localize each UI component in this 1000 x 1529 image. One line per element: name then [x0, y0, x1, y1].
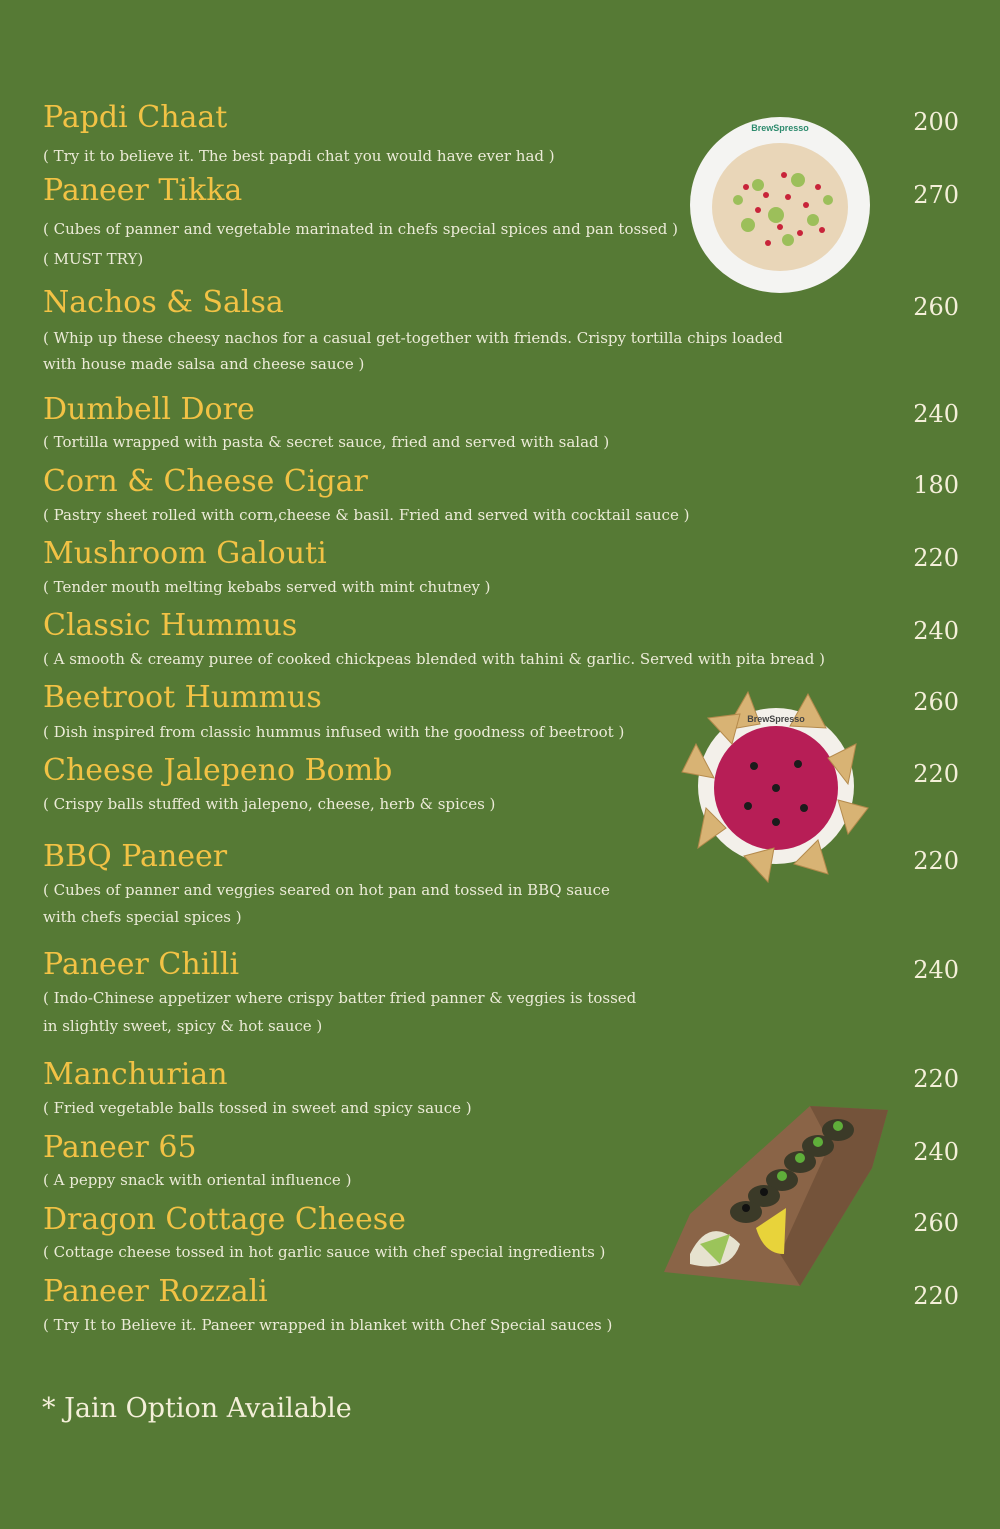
item-name: Cheese Jalepeno Bomb	[43, 753, 393, 788]
item-desc: ( Cottage cheese tossed in hot garlic sauce with chef special ingredients )	[43, 1243, 606, 1261]
item-price: 270	[913, 181, 959, 209]
item-name: Paneer Rozzali	[43, 1274, 268, 1309]
item-price: 220	[913, 847, 959, 875]
menu-item-beetroot-hummus	[43, 681, 943, 751]
menu-item-corn-cheese-cigar	[43, 465, 943, 535]
item-name: Nachos & Salsa	[43, 285, 284, 320]
menu-item-papdi-chaat	[43, 101, 943, 171]
item-price: 180	[913, 471, 959, 499]
item-desc: ( Indo-Chinese appetizer where crispy batter fried panner & veggies is tossed	[43, 989, 637, 1007]
jain-option-note: * Jain Option Available	[42, 1393, 352, 1424]
item-desc-line2: with house made salsa and cheese sauce )	[43, 355, 365, 373]
item-name: Papdi Chaat	[43, 100, 228, 135]
item-name: Beetroot Hummus	[43, 680, 322, 715]
item-desc: ( Tender mouth melting kebabs served with mint chutney )	[43, 578, 491, 596]
item-desc-line2: with chefs special spices )	[43, 908, 242, 926]
item-name: Dragon Cottage Cheese	[43, 1202, 406, 1237]
item-price: 220	[913, 1282, 959, 1310]
menu-item-mushroom-galouti	[43, 537, 943, 607]
item-desc: ( Whip up these cheesy nachos for a casual get-together with friends. Crispy tortilla chips loaded	[43, 329, 783, 347]
item-desc-note: ( MUST TRY)	[43, 250, 144, 268]
hummus-brand-text: BrewSpresso	[747, 714, 805, 724]
menu-item-classic-hummus	[43, 609, 943, 679]
item-desc: ( Fried vegetable balls tossed in sweet and spicy sauce )	[43, 1099, 472, 1117]
item-name: Classic Hummus	[43, 608, 298, 643]
menu-item-dumbell-dore	[43, 393, 943, 463]
menu-item-dragon-cottage-cheese	[43, 1203, 943, 1273]
menu-item-nachos-salsa	[43, 286, 943, 386]
menu-item-cheese-jalepeno-bomb	[43, 754, 943, 824]
menu-item-bbq-paneer	[43, 840, 943, 940]
item-desc: ( Try It to Believe it. Paneer wrapped in blanket with Chef Special sauces )	[43, 1316, 613, 1334]
item-desc: ( Cubes of panner and veggies seared on hot pan and tossed in BBQ sauce	[43, 881, 610, 899]
item-desc: ( Pastry sheet rolled with corn,cheese & basil. Fried and served with cocktail sauce )	[43, 506, 690, 524]
item-price: 260	[913, 293, 959, 321]
item-name: Dumbell Dore	[43, 392, 255, 427]
item-name: BBQ Paneer	[43, 839, 228, 874]
menu-item-paneer-chilli	[43, 948, 943, 1048]
item-name: Corn & Cheese Cigar	[43, 464, 368, 499]
item-desc: ( Try it to believe it. The best papdi chat you would have ever had )	[43, 147, 555, 165]
menu-item-paneer-rozzali	[43, 1275, 943, 1345]
item-desc: ( Crispy balls stuffed with jalepeno, cheese, herb & spices )	[43, 795, 496, 813]
item-desc: ( Tortilla wrapped with pasta & secret sauce, fried and served with salad )	[43, 433, 610, 451]
item-name: Manchurian	[43, 1057, 228, 1092]
item-name: Paneer 65	[43, 1130, 197, 1165]
item-name: Paneer Tikka	[43, 173, 243, 208]
item-price: 220	[913, 544, 959, 572]
menu-item-paneer-65	[43, 1131, 943, 1201]
item-name: Paneer Chilli	[43, 947, 240, 982]
item-name: Mushroom Galouti	[43, 536, 327, 571]
plate-brand-text: BrewSpresso	[751, 123, 809, 133]
item-desc: ( A smooth & creamy puree of cooked chickpeas blended with tahini & garlic. Served with pita bread )	[43, 650, 825, 668]
item-price: 240	[913, 1138, 959, 1166]
item-desc: ( Dish inspired from classic hummus infused with the goodness of beetroot )	[43, 723, 625, 741]
menu-item-manchurian	[43, 1058, 943, 1128]
item-desc: ( A peppy snack with oriental influence )	[43, 1171, 352, 1189]
item-desc-line2: in slightly sweet, spicy & hot sauce )	[43, 1017, 323, 1035]
item-price: 240	[913, 400, 959, 428]
item-price: 220	[913, 760, 959, 788]
item-price: 200	[913, 108, 959, 136]
menu-item-paneer-tikka	[43, 174, 943, 274]
item-price: 260	[913, 1209, 959, 1237]
item-price: 240	[913, 956, 959, 984]
item-price: 240	[913, 617, 959, 645]
item-desc: ( Cubes of panner and vegetable marinated in chefs special spices and pan tossed )	[43, 220, 678, 238]
item-price: 260	[913, 688, 959, 716]
item-price: 220	[913, 1065, 959, 1093]
